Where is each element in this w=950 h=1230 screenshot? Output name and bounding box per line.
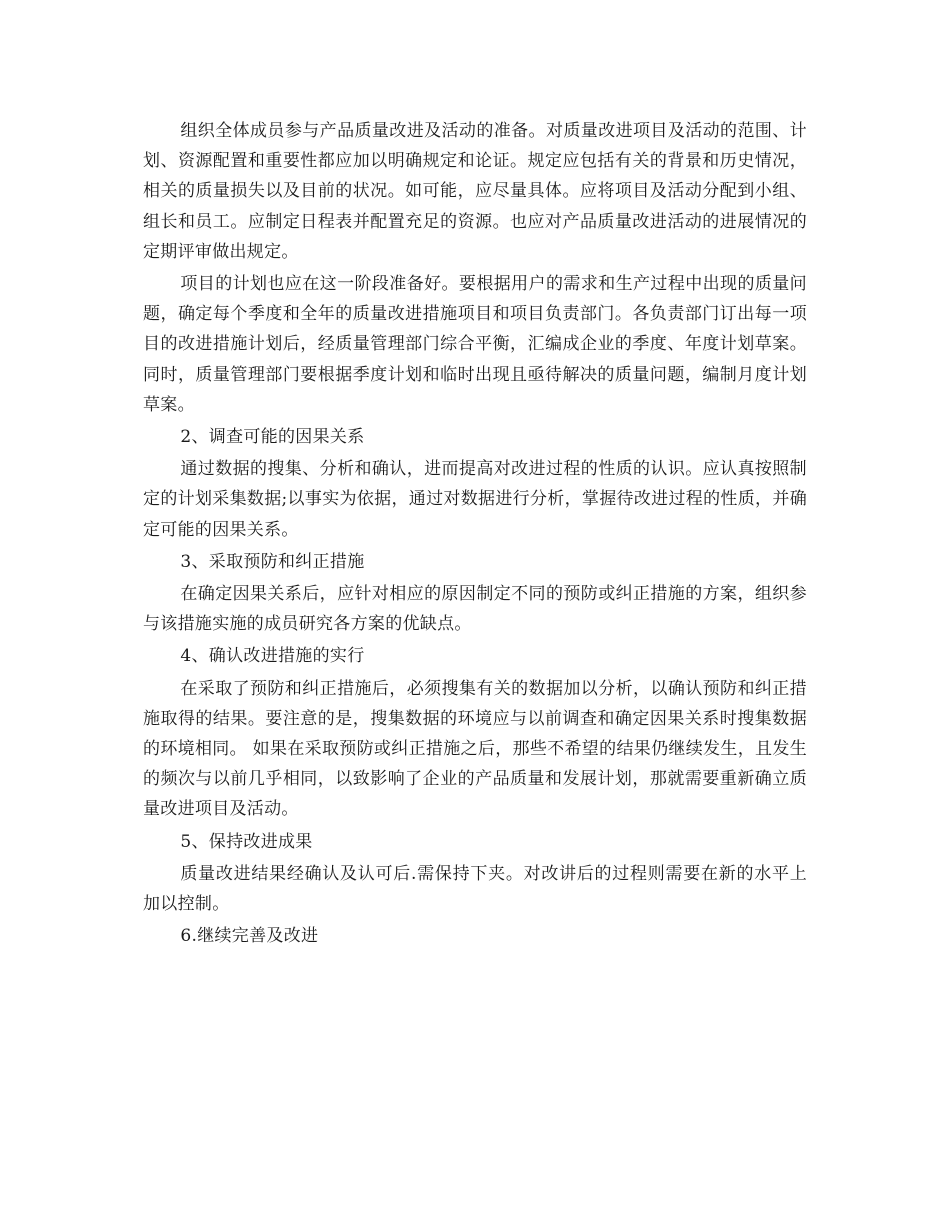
- heading-preventive-measures: 3、采取预防和纠正措施: [180, 551, 365, 572]
- heading-maintain-results: 5、保持改进成果: [180, 831, 313, 852]
- heading-investigate-causes: 2、调查可能的因果关系: [180, 427, 365, 448]
- heading-continue-improving: 6.继续完善及改进: [180, 926, 319, 947]
- paragraph-maintain-results: 质量改进结果经确认及认可后.需保持下夹。对改讲后的过程则需要在新的水平上加以控制。: [143, 863, 807, 915]
- paragraph-investigate-causes: 通过数据的搜集、分析和确认，进而提高对改进过程的性质的认识。应认真按照制定的计划采集数据;以事实为依据，通过对数据进行分析，掌握待改进过程的性质，并确定可能的因果关系。: [143, 459, 807, 540]
- paragraph-project-plan: 项目的计划也应在这一阶段准备好。要根据用户的需求和生产过程中出现的质量问题，确定每个季度和全年的质量改进措施项目和项目负责部门。各负责部门订出每一项目的改进措施计划后，经质量管理部门综合平衡，汇编成企业的季度、年度计划草案。同时，质量管理部门要根据季度计划和临时出现且亟待解决的质量问题，编制月度计划草案。: [143, 274, 807, 415]
- heading-confirm-improvement: 4、确认改进措施的实行: [180, 646, 365, 667]
- paragraph-preventive-measures: 在确定因果关系后，应针对相应的原因制定不同的预防或纠正措施的方案，组织参与该措施实施的成员研究各方案的优缺点。: [143, 584, 807, 635]
- paragraph-preparation: 组织全体成员参与产品质量改进及活动的准备。对质量改进项目及活动的范围、计划、资源配置和重要性都应加以明确规定和论证。规定应包括有关的背景和历史情况，相关的质量损失以及目前的状况。如可能，应尽量具体。应将项目及活动分配到小组、组长和员工。应制定日程表并配置充足的资源。也应对产品质量改进活动的进展情况的定期评审做出规定。: [143, 121, 807, 262]
- paragraph-confirm-improvement: 在采取了预防和纠正措施后，必须搜集有关的数据加以分析，以确认预防和纠正措施取得的结果。要注意的是，搜集数据的环境应与以前调查和确定因果关系时搜集数据的环境相同。 如果在采取预防或纠正措施之后，那些不希望的结果仍继续发生，且发生的频次与以前几乎相同，以致影响了企业的产品质量和发展计划，那就需要重新确立质量改进项目及活动。: [143, 678, 807, 820]
